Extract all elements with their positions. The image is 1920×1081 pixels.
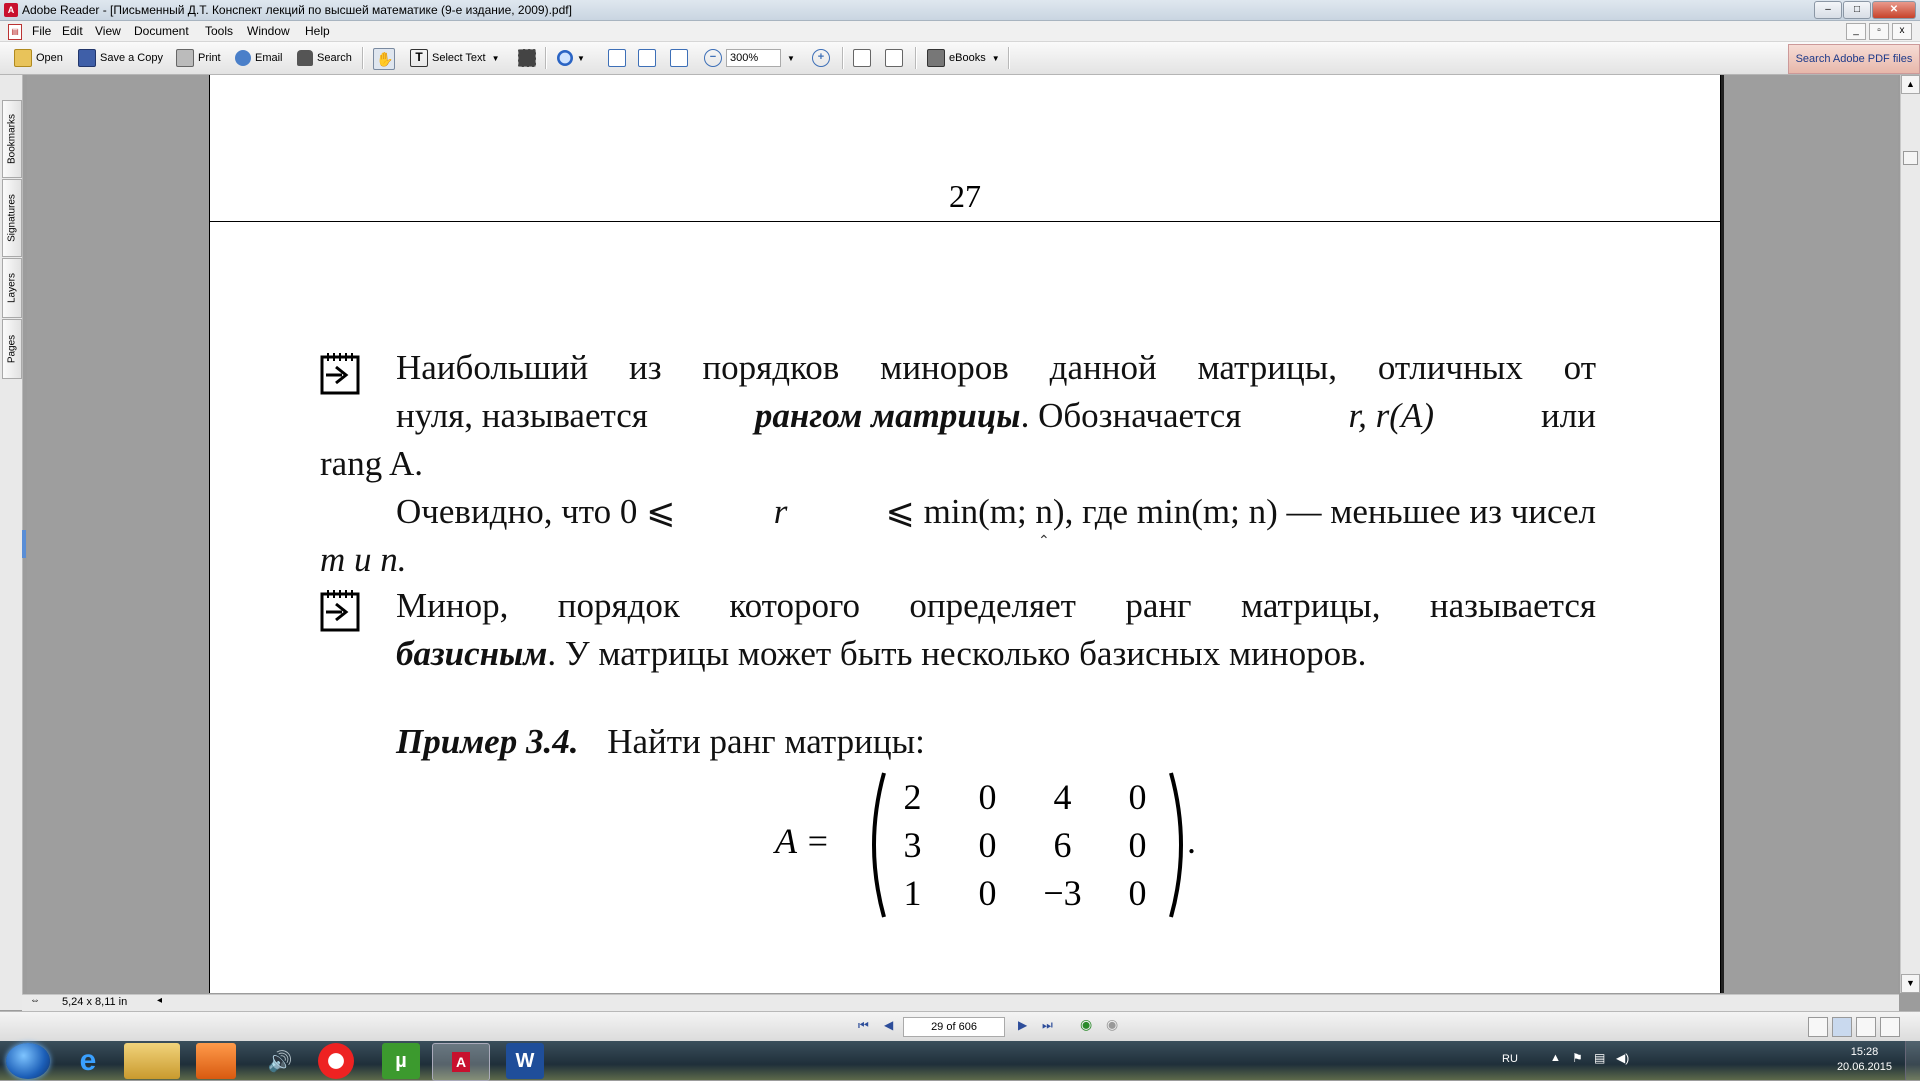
document-icon[interactable]: ▤ xyxy=(8,24,22,40)
binoculars-icon xyxy=(297,50,313,66)
zoom-out-button[interactable] xyxy=(704,48,726,68)
explorer-folder-icon[interactable] xyxy=(124,1043,180,1079)
zoom-in-tool-button[interactable] xyxy=(557,48,585,68)
definition-line-3: rang A. xyxy=(320,444,424,483)
toolbar-separator xyxy=(842,47,844,69)
fit-width-button[interactable] xyxy=(670,48,692,68)
tab-layers[interactable]: Layers xyxy=(2,258,22,318)
minimize-button[interactable]: – xyxy=(1814,1,1842,19)
hand-tool-button[interactable] xyxy=(373,48,395,70)
chevron-down-icon: ▼ xyxy=(991,53,1000,63)
matrix-row: 2 0 4 0 xyxy=(903,777,1147,817)
scroll-down-button[interactable]: ▼ xyxy=(1901,974,1920,993)
definition2-line-1: Минор, порядок которого определяет ранг матрицы, называется xyxy=(396,586,1596,625)
tab-signatures[interactable]: Signatures xyxy=(2,179,22,257)
open-button[interactable]: Open xyxy=(14,48,63,68)
menu-view[interactable]: View xyxy=(95,24,121,38)
definition-marker-icon xyxy=(320,588,360,632)
document-view[interactable] xyxy=(27,75,1898,993)
start-button[interactable] xyxy=(6,1043,50,1079)
text-cursor-icon: T xyxy=(410,49,428,67)
scroll-left-button[interactable]: ◂ xyxy=(157,995,163,1006)
toolbar xyxy=(0,42,1920,75)
continuous-facing-layout-button[interactable] xyxy=(1880,1017,1900,1037)
clock[interactable]: 15:28 20.06.2015 xyxy=(1836,1046,1892,1073)
paragraph-line-2: m и n. xyxy=(320,540,407,579)
floppy-disk-icon xyxy=(78,49,96,67)
page-width-icon xyxy=(670,49,688,67)
matrix-label: A = xyxy=(775,821,830,861)
actual-size-button[interactable] xyxy=(608,48,630,68)
adobe-reader-icon: A xyxy=(4,3,18,17)
scroll-thumb[interactable] xyxy=(1903,151,1918,165)
matrix-row: 3 0 6 0 xyxy=(903,825,1147,865)
system-tray xyxy=(1480,1041,1920,1080)
next-page-button[interactable]: ▶ xyxy=(1018,1018,1028,1032)
speaker-app-icon[interactable]: 🔊 xyxy=(267,1050,293,1073)
language-indicator[interactable]: RU xyxy=(1502,1053,1518,1065)
tab-bookmarks[interactable]: Bookmarks xyxy=(2,100,22,178)
first-page-button[interactable]: ⏮ xyxy=(858,1018,869,1032)
rotate-icon xyxy=(853,49,871,67)
search-button[interactable]: Search xyxy=(297,48,352,68)
tray-arrow-icon[interactable]: ▲ xyxy=(1550,1052,1561,1064)
snapshot-button[interactable] xyxy=(518,48,540,68)
close-button[interactable]: ✕ xyxy=(1872,1,1916,19)
menu-window[interactable]: Window xyxy=(247,24,290,38)
continuous-layout-button[interactable] xyxy=(1832,1017,1852,1037)
select-text-button[interactable]: T Select Text ▼ xyxy=(410,48,500,68)
pages-icon xyxy=(885,49,903,67)
title-bar xyxy=(0,0,1920,21)
facing-layout-button[interactable] xyxy=(1856,1017,1876,1037)
matrix-period: . xyxy=(1187,821,1196,861)
book-icon xyxy=(927,49,945,67)
vertical-scrollbar[interactable] xyxy=(1900,75,1920,993)
page-navigation-bar xyxy=(0,1011,1920,1041)
navigation-panel xyxy=(0,75,23,1010)
rotate-view-button[interactable] xyxy=(853,48,875,68)
mouse-cursor-icon: ⌃ xyxy=(1038,532,1050,548)
definition-line-1: Наибольший из порядков миноров данной матрицы, отличных от xyxy=(396,348,1596,387)
reflow-button[interactable] xyxy=(885,48,907,68)
doc-close-button[interactable]: x xyxy=(1892,23,1912,40)
toolbar-separator xyxy=(915,47,917,69)
menu-bar xyxy=(0,21,1920,42)
chevron-down-icon: ▼ xyxy=(491,53,500,63)
single-page-layout-button[interactable] xyxy=(1808,1017,1828,1037)
printer-icon xyxy=(176,49,194,67)
definition2-line-2: базисным. У матрицы может быть несколько базисных миноров. xyxy=(396,634,1367,673)
hand-icon: ✋ xyxy=(376,51,394,67)
window-title: Adobe Reader - [Письменный Д.Т. Конспект лекций по высшей математике (9-е издание, 2009).pdf] xyxy=(22,3,572,17)
page-number-field[interactable]: 29 of 606 xyxy=(903,1017,1005,1037)
go-forward-icon[interactable]: ◉ xyxy=(1106,1016,1119,1032)
taskbar xyxy=(0,1041,1920,1080)
magnifier-icon xyxy=(557,50,573,66)
ebooks-button[interactable]: eBooks ▼ xyxy=(927,48,1000,68)
paragraph-line-1: Очевидно, что 0 ⩽ r ⩽ min(m; n), где min(m; n) — меньшее из чисел xyxy=(396,492,1596,531)
expand-icon[interactable]: ⇔ xyxy=(30,995,40,1006)
page-actual-icon xyxy=(608,49,626,67)
email-globe-icon xyxy=(235,50,251,66)
horizontal-scrollbar[interactable] xyxy=(22,994,1899,1011)
word-icon[interactable]: W xyxy=(506,1043,544,1079)
internet-explorer-icon[interactable]: e xyxy=(79,1044,97,1077)
page-fit-icon xyxy=(638,49,656,67)
email-button[interactable]: Email xyxy=(235,48,283,68)
show-desktop-button[interactable] xyxy=(1905,1041,1920,1080)
definition-line-2: нуля, называется рангом матрицы. Обозначается r, r(A) или xyxy=(396,396,1596,435)
panel-splitter-handle[interactable] xyxy=(22,530,26,558)
example-heading: Пример 3.4. Найти ранг матрицы: xyxy=(396,722,925,761)
chevron-down-icon: ▼ xyxy=(577,53,585,63)
network-icon[interactable]: ▤ xyxy=(1594,1051,1606,1065)
save-copy-button[interactable]: Save a Copy xyxy=(78,48,163,68)
toolbar-separator xyxy=(545,47,547,69)
menu-file[interactable]: File xyxy=(32,24,52,38)
doc-minimize-button[interactable]: _ xyxy=(1846,23,1866,40)
previous-page-button[interactable]: ◀ xyxy=(884,1018,894,1032)
toolbar-separator xyxy=(362,47,364,69)
chevron-down-icon: ▼ xyxy=(787,53,795,63)
matrix-table xyxy=(875,773,1175,917)
page-size-label: 5,24 x 8,11 in xyxy=(62,996,128,1008)
adobe-reader-taskbar-icon[interactable]: A xyxy=(432,1043,490,1081)
go-back-icon[interactable]: ◉ xyxy=(1080,1016,1093,1032)
folder-icon xyxy=(14,49,32,67)
utorrent-icon[interactable]: µ xyxy=(382,1043,420,1079)
flag-icon[interactable]: ⚑ xyxy=(1572,1051,1583,1065)
yandex-browser-icon[interactable] xyxy=(318,1043,354,1079)
window-controls xyxy=(1813,1,1916,19)
maximize-button[interactable]: □ xyxy=(1843,1,1871,19)
volume-icon[interactable]: ◀) xyxy=(1616,1051,1630,1065)
page-number: 27 xyxy=(949,178,981,214)
menu-edit[interactable]: Edit xyxy=(62,24,83,38)
camera-icon xyxy=(518,49,536,67)
tab-pages[interactable]: Pages xyxy=(2,319,22,379)
menu-document[interactable]: Document xyxy=(134,24,189,38)
menu-tools[interactable]: Tools xyxy=(205,24,234,38)
scroll-up-button[interactable]: ▲ xyxy=(1901,75,1920,94)
toolbar-separator xyxy=(1008,47,1010,69)
print-button[interactable]: Print xyxy=(176,48,221,68)
current-page xyxy=(209,221,1721,993)
zoom-in-icon: + xyxy=(812,49,830,67)
media-player-icon[interactable] xyxy=(196,1043,236,1079)
search-adobe-pdf-button[interactable]: Search Adobe PDF files xyxy=(1788,44,1920,74)
matrix-equation xyxy=(775,770,1195,920)
menu-help[interactable]: Help xyxy=(305,24,330,38)
matrix-row: 1 0 −3 0 xyxy=(903,873,1147,913)
fit-page-button[interactable] xyxy=(638,48,660,68)
definition-marker-icon xyxy=(320,351,360,395)
zoom-out-icon: − xyxy=(704,49,722,67)
doc-restore-button[interactable]: ▫ xyxy=(1869,23,1889,40)
zoom-in-button[interactable] xyxy=(812,48,834,68)
zoom-select[interactable]: 300% ▼ xyxy=(726,48,795,68)
last-page-button[interactable]: ⏭ xyxy=(1042,1018,1053,1032)
